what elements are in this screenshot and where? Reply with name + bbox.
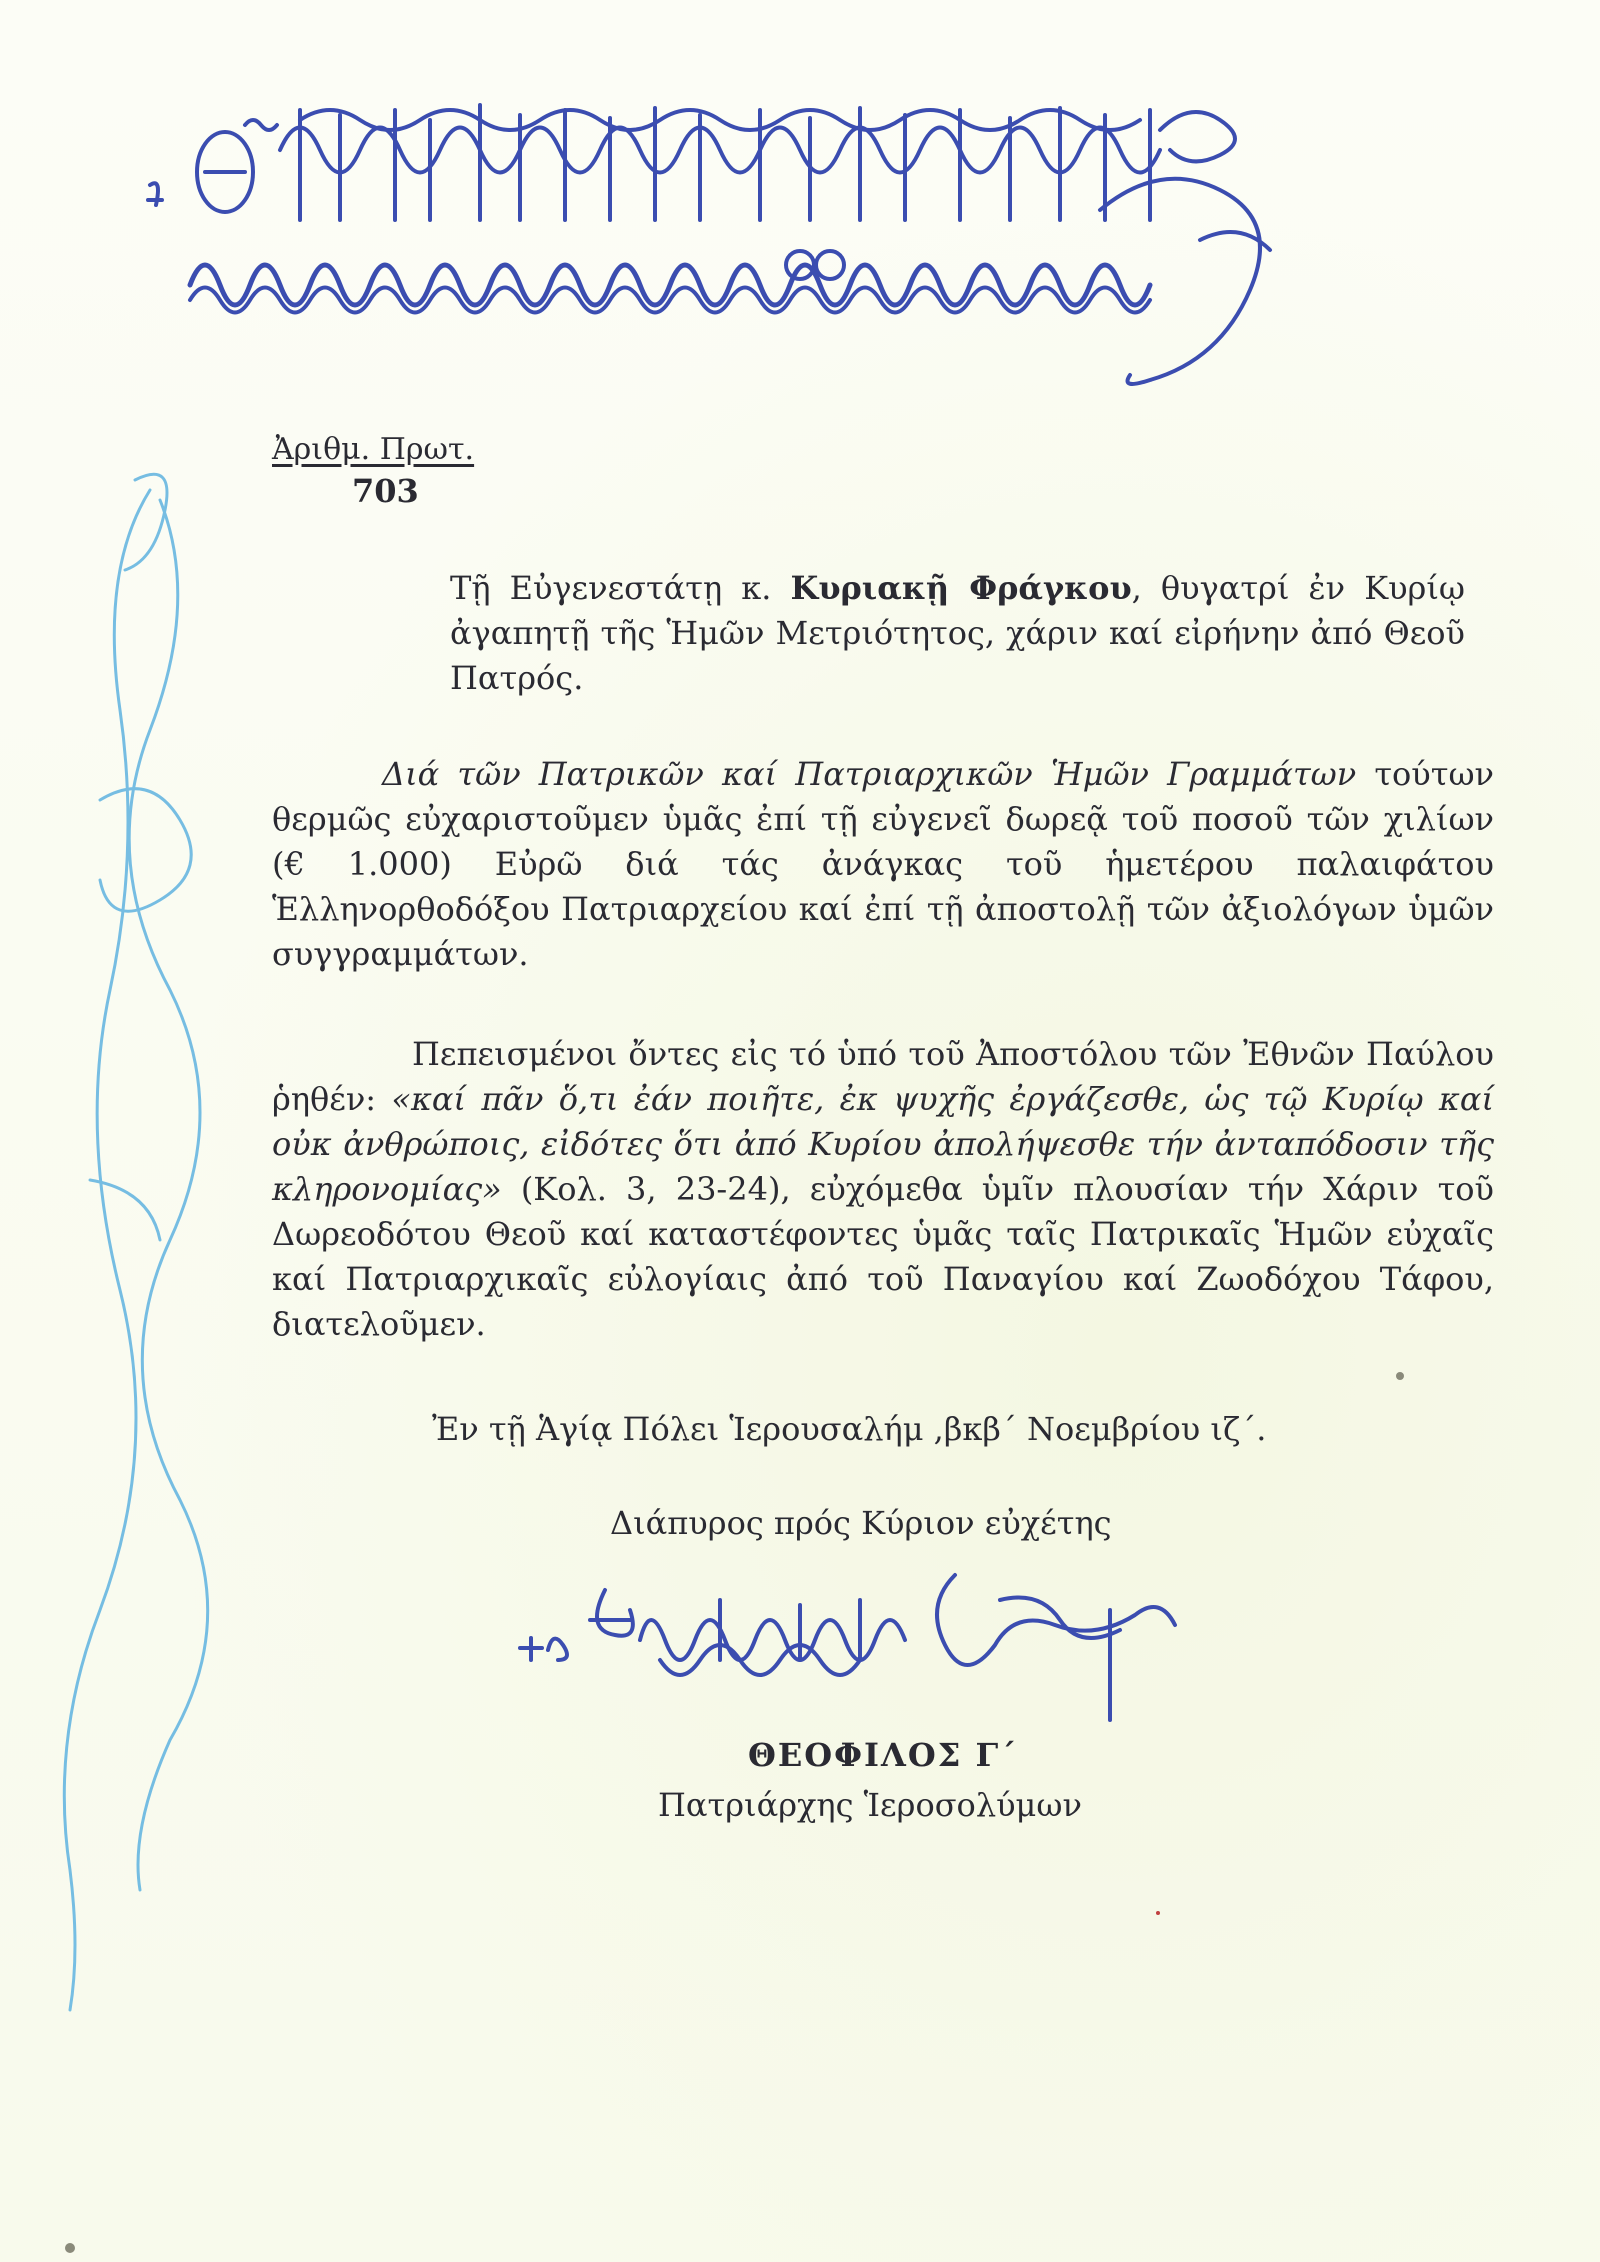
body-paragraph-2 xyxy=(272,1032,1494,1347)
body2-rest: (Κολ. 3, 23-24), εὐχόμεθα ὑμῖν πλουσίαν τήν Χάριν τοῦ Δωρεοδότου Θεοῦ καί καταστέφοντες ὑμᾶς ταῖς Πατρικαῖς Ἡμῶν εὐχαῖς καί Πατριαρχικαῖς εὐλογίαις ἀπό τοῦ Παναγίου καί Ζωοδόχου Τάφου, διατελοῦμεν. xyxy=(272,1170,1494,1343)
date-line xyxy=(432,1410,1266,1448)
signatory-title: Πατριάρχης Ἱεροσολύμων xyxy=(658,1786,1082,1824)
date-year: ,βκβ΄ xyxy=(933,1410,1017,1448)
recipient-name: Κυριακῇ Φράγκου xyxy=(790,569,1132,607)
body1-text: τούτων θερμῶς εὐχαριστοῦμεν ὑμᾶς ἐπί τῇ εὐγενεῖ δωρεᾷ τοῦ ποσοῦ τῶν χιλίων (€ 1.000) Εὐρῶ διά τάς ἀνάγκας τοῦ ἡμετέρου παλαιφάτου Ἑλληνορθοδόξου Πατριαρχείου καί ἐπί τῇ ἀποστολῇ τῶν ἀξιολόγων ὑμῶν συγγραμμάτων. xyxy=(272,755,1495,973)
greeting-prefix: Τῇ Εὐγενεστάτῃ κ. xyxy=(450,569,772,607)
body2-intro: Πεπεισμένοι ὄντες εἰς τό ὑπό τοῦ Ἀποστόλου τῶν Ἐθνῶν Παύλου ῥηθέν: xyxy=(272,1035,1494,1118)
date-month-day: Νοεμβρίου ιζ΄. xyxy=(1016,1410,1267,1448)
date-place: Ἐν τῇ Ἁγίᾳ Πόλει Ἱερουσαλήμ xyxy=(432,1410,934,1448)
greeting-suffix: , θυγατρί ἐν Κυρίῳ ἀγαπητῇ τῆς Ἡμῶν Μετριότητος, χάριν καί εἰρήνην ἀπό Θεοῦ Πατρός. xyxy=(450,569,1465,697)
patriarch-signature-icon xyxy=(520,1575,1175,1720)
closing-text: Διάπυρος πρός Κύριον εὐχέτης xyxy=(610,1504,1112,1542)
protocol-number: 703 xyxy=(352,472,419,510)
scripture-quote: «καί πᾶν ὅ,τι ἐάν ποιῆτε, ἐκ ψυχῆς ἐργάζεσθε, ὡς τῷ Κυρίῳ καί οὐκ ἀνθρώποις, εἰδότες ὅτι ἀπό Κυρίου ἀπολήψεσθε τήν ἀνταπόδοσιν τῆς κληρονομίας» xyxy=(272,1080,1495,1208)
margin-flourish-icon xyxy=(64,474,207,2010)
body1-opening: Διά τῶν Πατρικῶν καί Πατριαρχικῶν Ἡμῶν Γραμμάτων xyxy=(382,755,1357,793)
patriarchal-monogram-icon xyxy=(148,105,1270,384)
protocol-label: Ἀριθμ. Πρωτ. xyxy=(272,432,475,467)
signatory-name: ΘΕΟΦΙΛΟΣ Γ΄ xyxy=(748,1736,1019,1774)
greeting-paragraph xyxy=(450,566,1465,701)
body-paragraph-1 xyxy=(272,752,1494,977)
